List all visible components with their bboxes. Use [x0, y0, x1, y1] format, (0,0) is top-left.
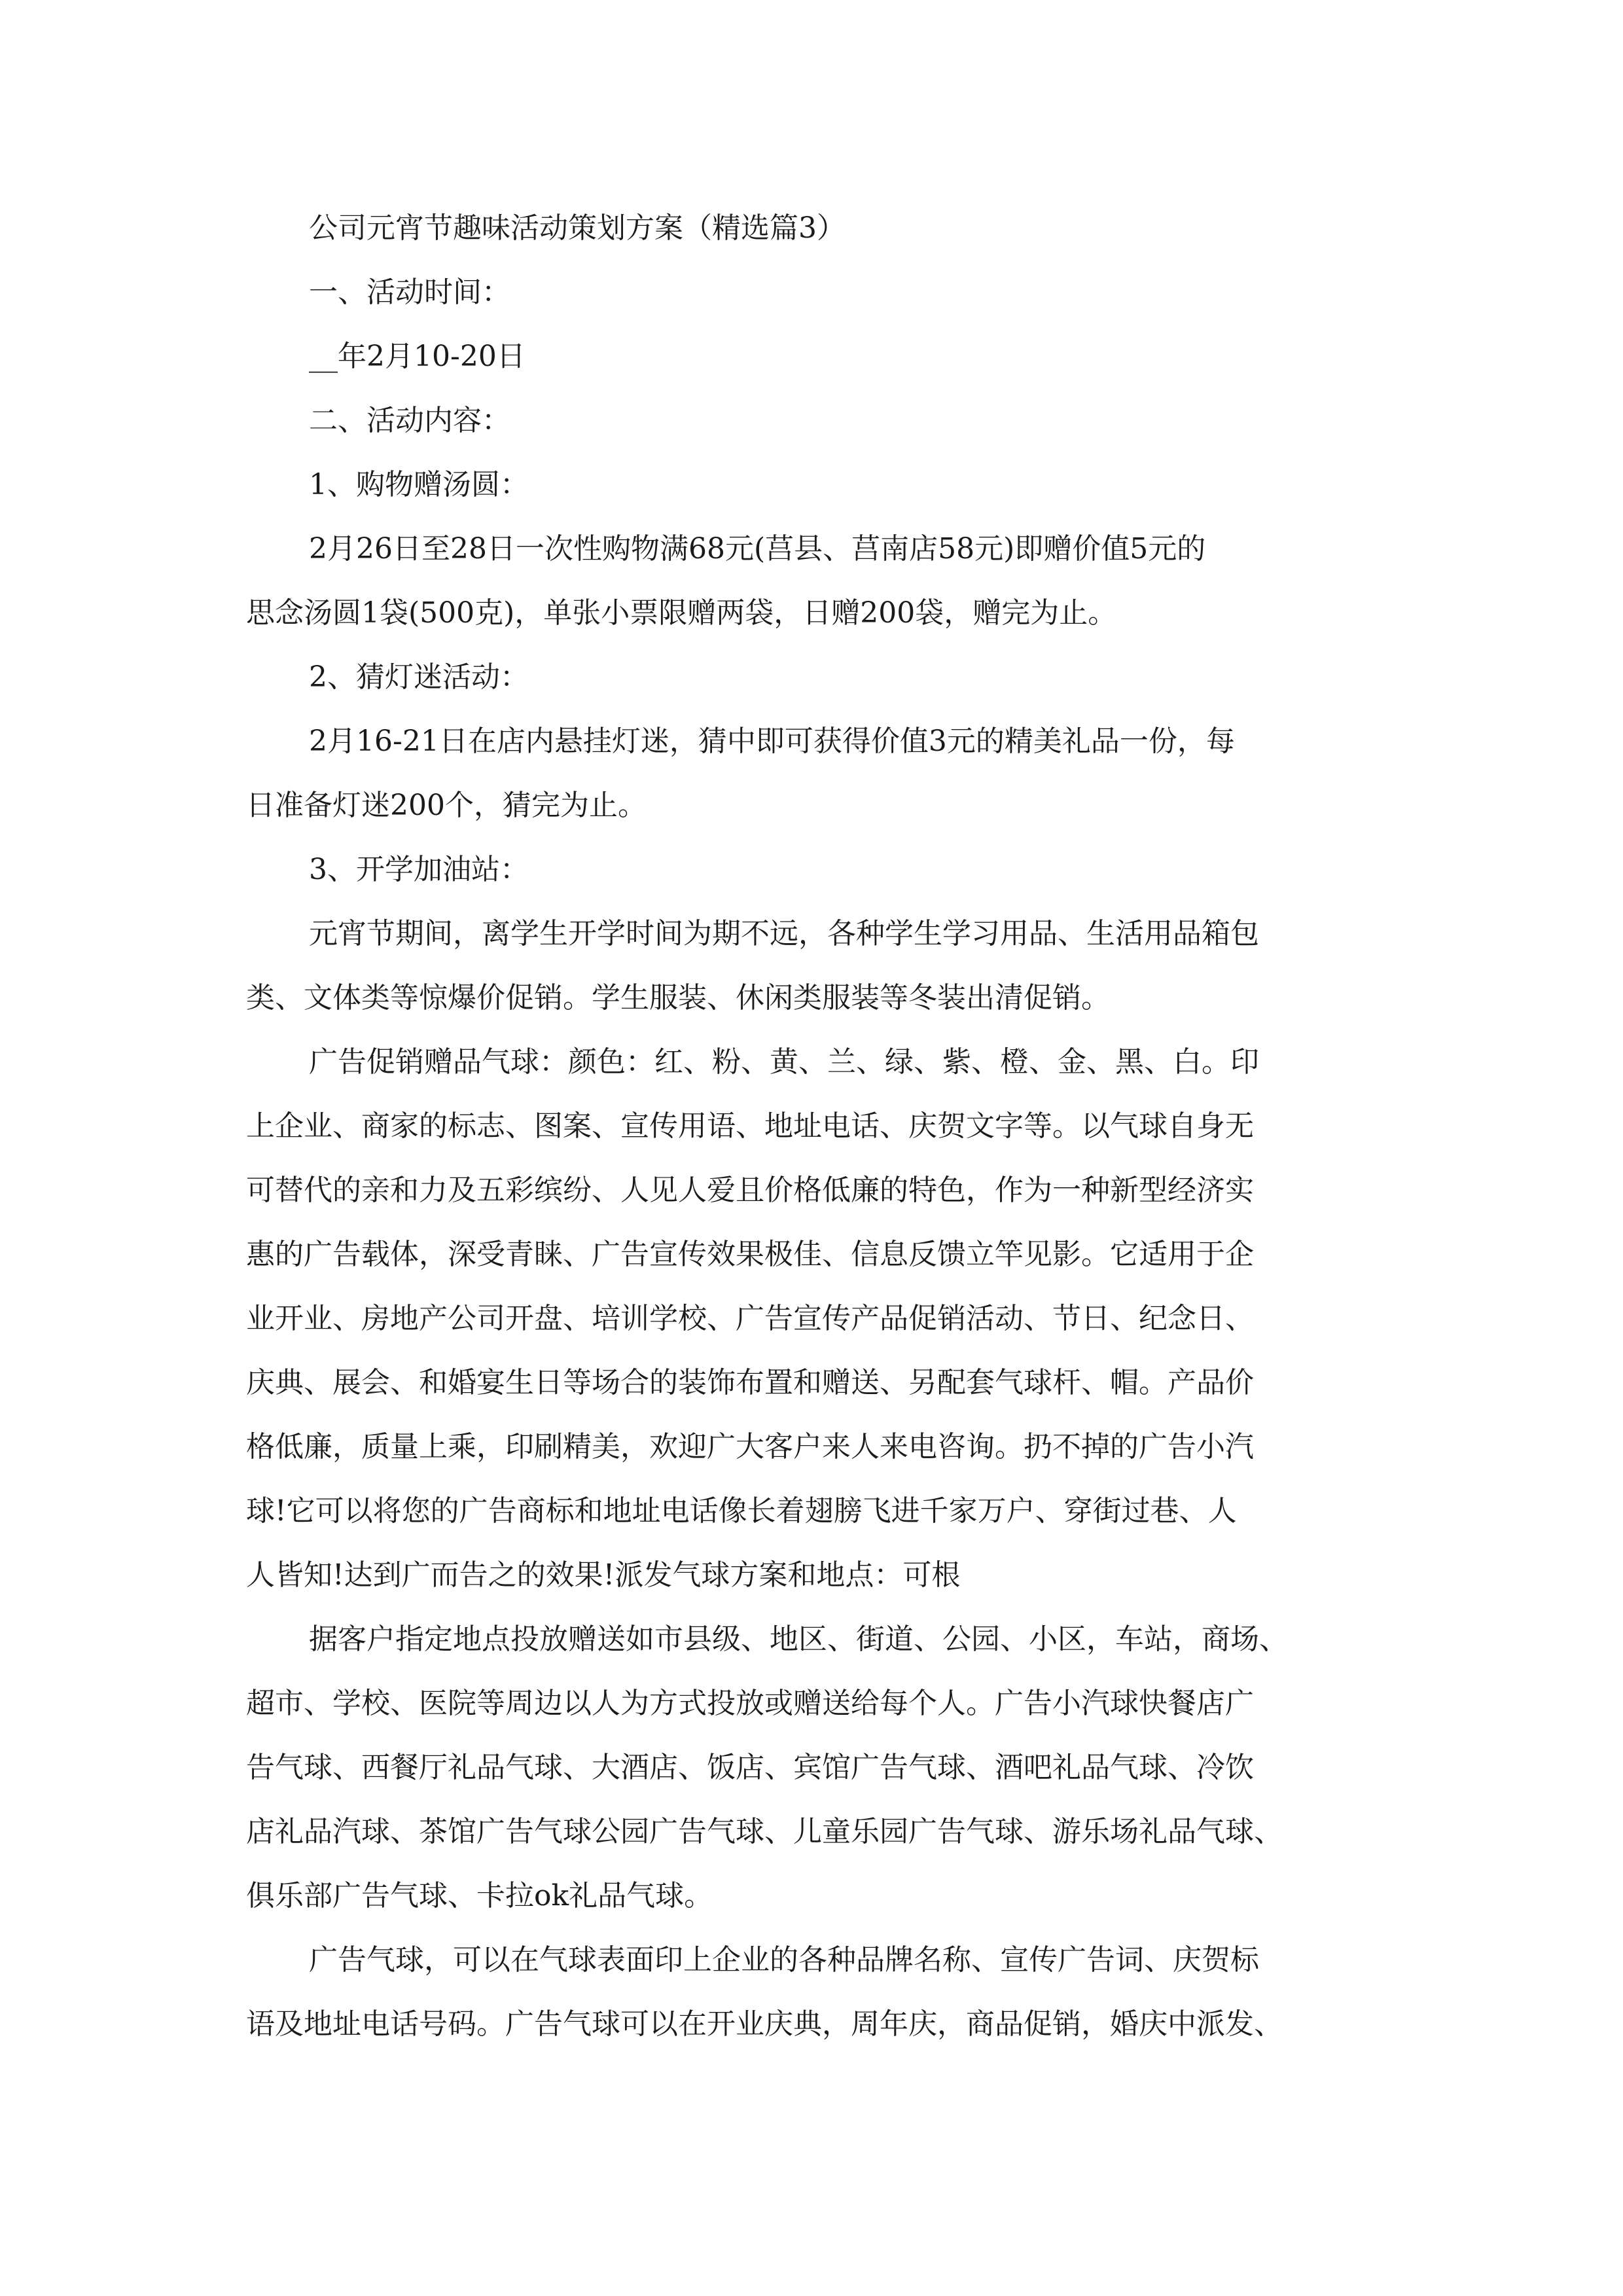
- subheading-line: 3、开学加油站：: [309, 853, 529, 886]
- text-line: 据客户指定地点投放赠送如市县级、地区、街道、公园、小区，车站，商场、: [309, 1623, 1288, 1656]
- text-line: 告气球、西餐厅礼品气球、大酒店、饭店、宾馆广告气球、酒吧礼品气球、冷饮: [246, 1751, 1254, 1784]
- section-heading-content: 二、活动内容：: [309, 404, 510, 437]
- subheading-line: 2、猜灯迷活动：: [309, 660, 529, 694]
- text-line: 思念汤圆1袋(500克)，单张小票限赠两袋，日赠200袋，赠完为止。: [246, 596, 1117, 630]
- text-line: __年2月10-20日: [309, 340, 526, 373]
- text-line: 2月16-21日在店内悬挂灯迷，猜中即可获得价值3元的精美礼品一份，每: [309, 725, 1235, 758]
- text-line: 2月26日至28日一次性购物满68元(莒县、莒南店58元)即赠价值5元的: [309, 532, 1206, 565]
- text-line: 庆典、展会、和婚宴生日等场合的装饰布置和赠送、另配套气球杆、帽。产品价: [246, 1366, 1254, 1399]
- text-line: 俱乐部广告气球、卡拉ok礼品气球。: [246, 1879, 713, 1912]
- text-line: 惠的广告载体，深受青睐、广告宣传效果极佳、信息反馈立竿见影。它适用于企: [246, 1238, 1254, 1271]
- text-line: 元宵节期间，离学生开学时间为期不远，各种学生学习用品、生活用品箱包: [309, 917, 1259, 950]
- text-line: 语及地址电话号码。广告气球可以在开业庆典，周年庆，商品促销，婚庆中派发、: [246, 2007, 1283, 2041]
- section-heading-time: 一、活动时间：: [309, 276, 510, 309]
- document-body: [246, 196, 1398, 2056]
- text-line: 店礼品汽球、茶馆广告气球公园广告气球、儿童乐园广告气球、游乐场礼品气球、: [246, 1815, 1283, 1848]
- subheading-line: 1、购物赠汤圆：: [309, 468, 529, 501]
- text-line: 日准备灯迷200个，猜完为止。: [246, 789, 647, 822]
- text-line: 格低廉，质量上乘，印刷精美，欢迎广大客户来人来电咨询。扔不掉的广告小汽: [246, 1430, 1254, 1463]
- text-line: 球!它可以将您的广告商标和地址电话像长着翅膀飞进千家万户、穿街过巷、人: [246, 1494, 1237, 1528]
- text-line: 广告气球，可以在气球表面印上企业的各种品牌名称、宣传广告词、庆贺标: [309, 1943, 1259, 1977]
- text-line: 可替代的亲和力及五彩缤纷、人见人爱且价格低廉的特色，作为一种新型经济实: [246, 1174, 1254, 1207]
- document-title: 公司元宵节趣味活动策划方案（精选篇3）: [309, 211, 846, 245]
- text-line: 业开业、房地产公司开盘、培训学校、广告宣传产品促销活动、节日、纪念日、: [246, 1302, 1254, 1335]
- text-line: 人皆知!达到广而告之的效果!派发气球方案和地点：可根: [246, 1558, 961, 1592]
- text-line: 超市、学校、医院等周边以人为方式投放或赠送给每个人。广告小汽球快餐店广: [246, 1687, 1254, 1720]
- text-line: 类、文体类等惊爆价促销。学生服装、休闲类服装等冬装出清促销。: [246, 981, 1110, 1014]
- text-line: 广告促销赠品气球：颜色：红、粉、黄、兰、绿、紫、橙、金、黑、白。印: [309, 1045, 1259, 1079]
- text-line: 上企业、商家的标志、图案、宣传用语、地址电话、庆贺文字等。以气球自身无: [246, 1109, 1254, 1143]
